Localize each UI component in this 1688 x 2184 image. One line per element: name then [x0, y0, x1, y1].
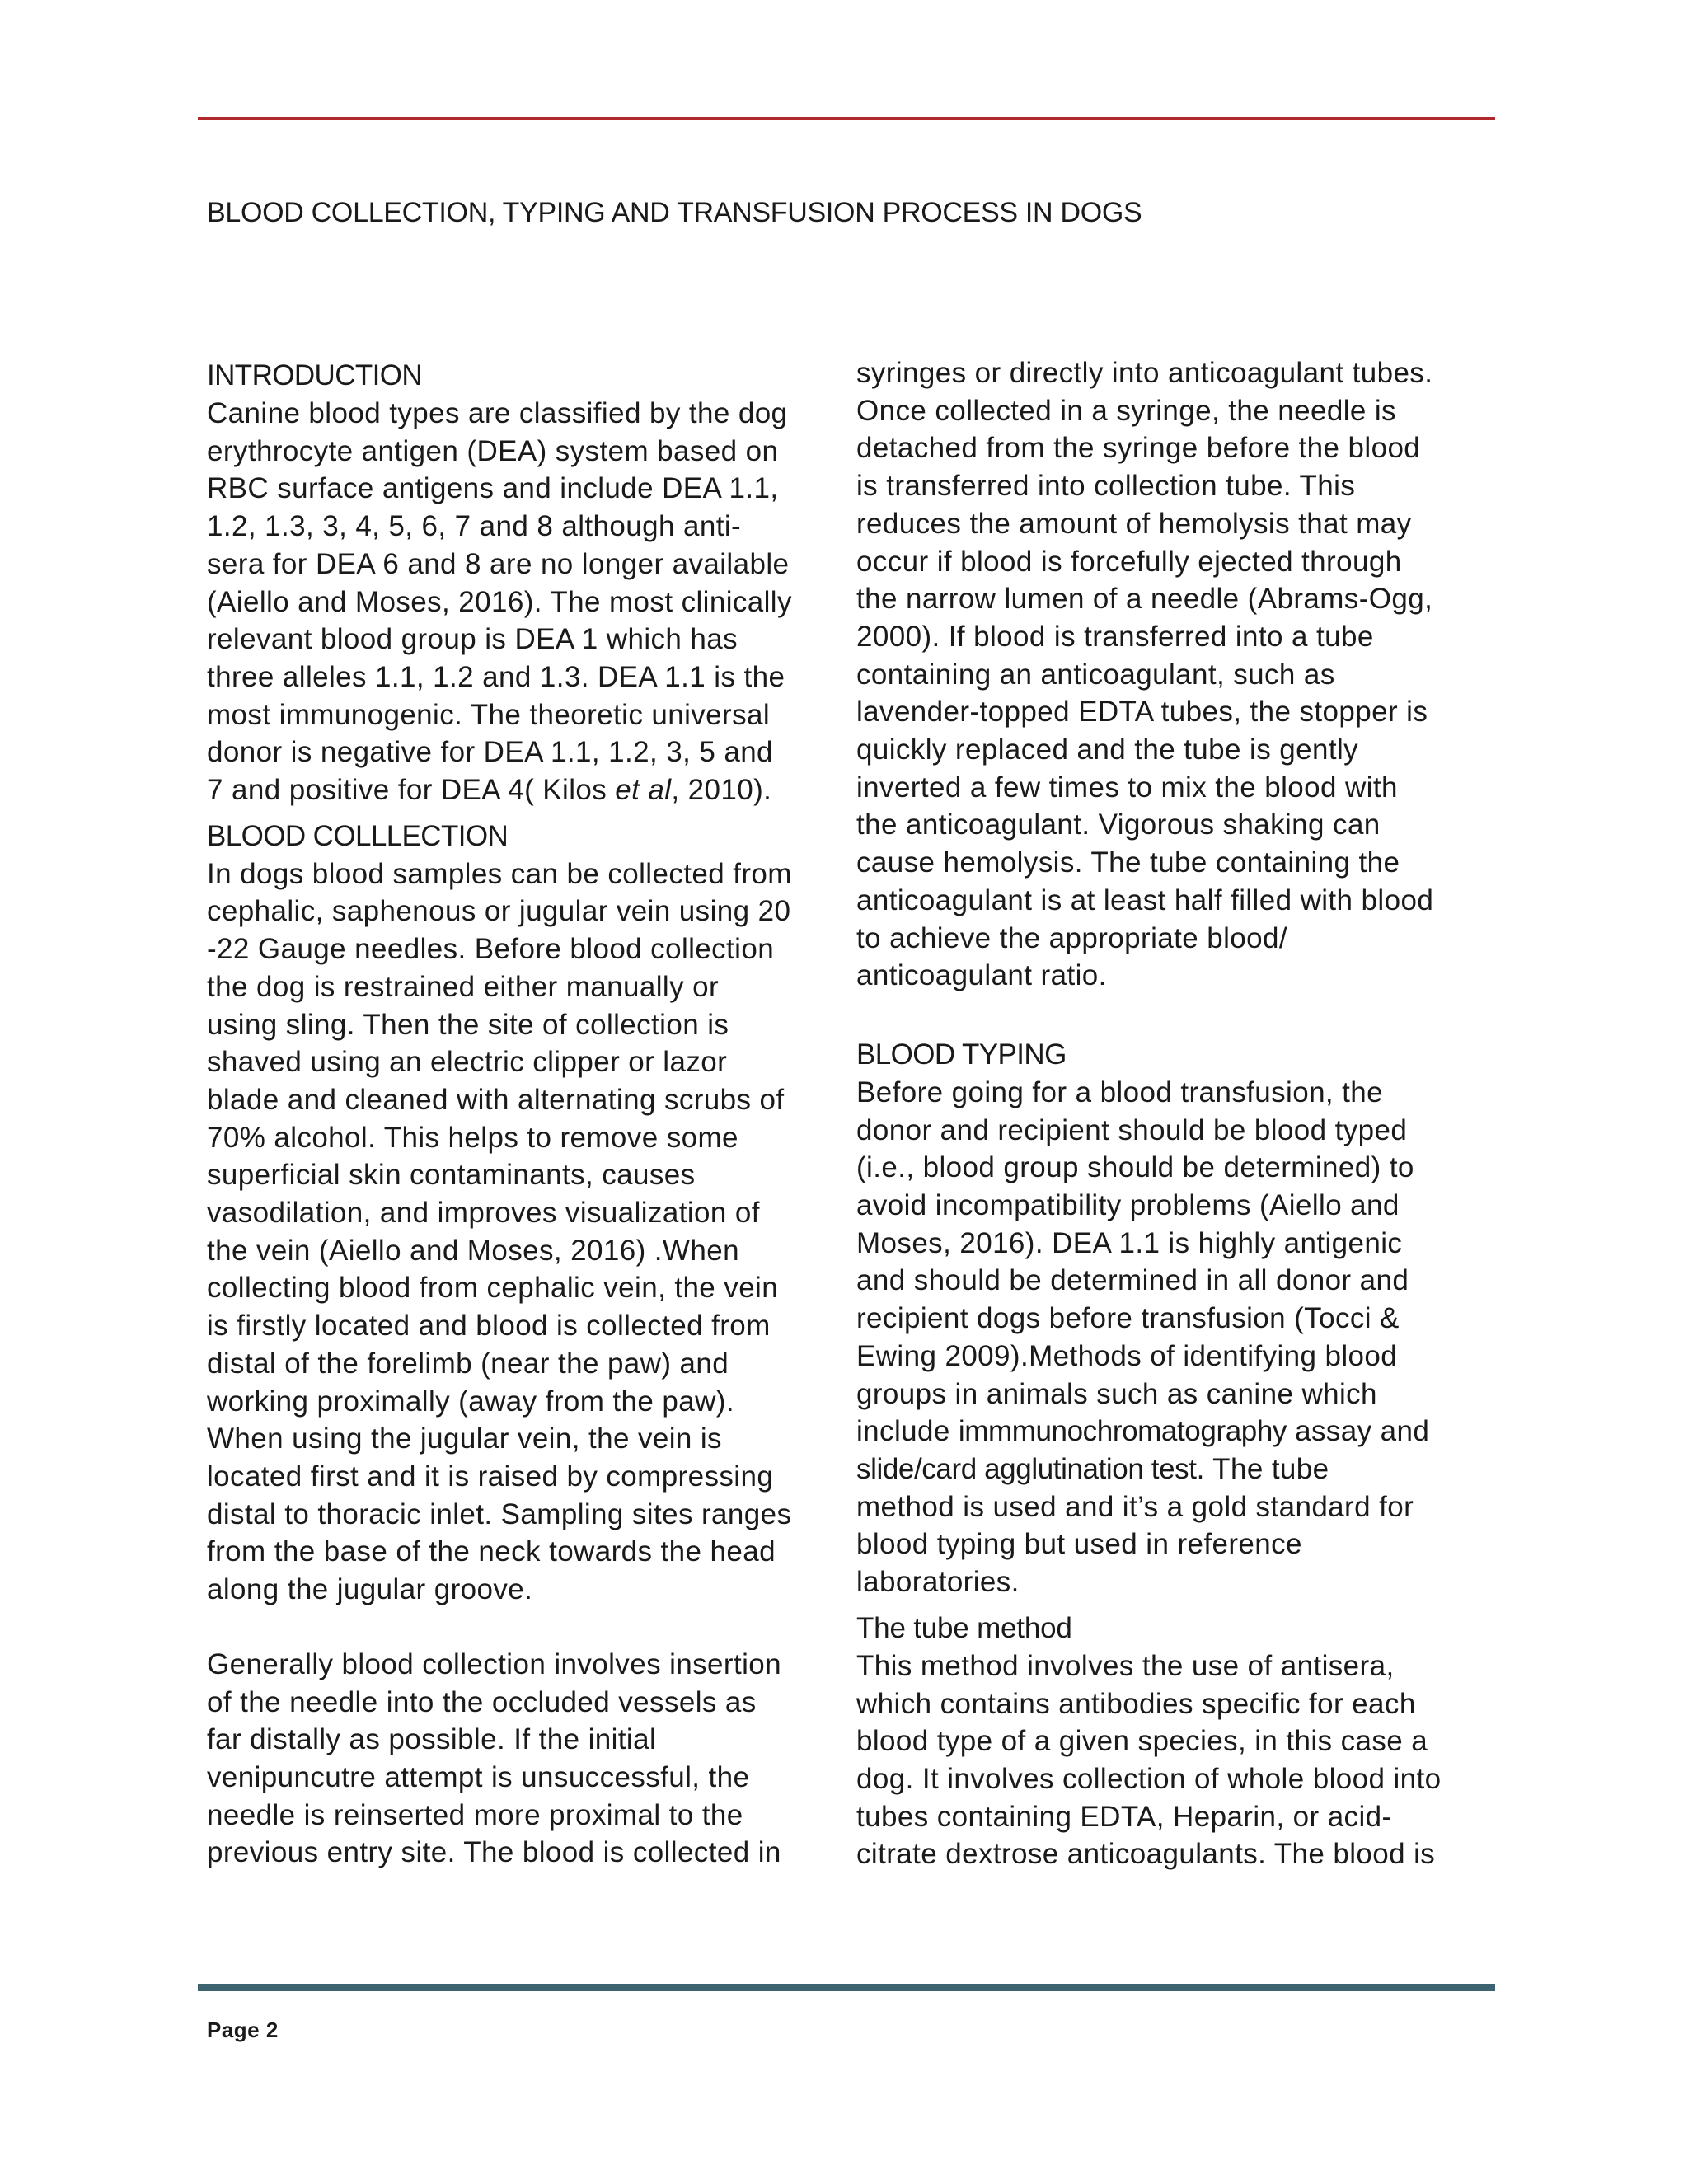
footer-rule: [198, 1984, 1495, 1991]
blood-typing-heading: BLOOD TYPING: [856, 1038, 1067, 1071]
document-title: BLOOD COLLECTION, TYPING AND TRANSFUSION PROCESS IN DOGS: [207, 197, 1142, 228]
tube-method-heading: The tube method: [856, 1611, 1072, 1644]
blood-typing-text-a: Before going for a blood transfusion, the donor and recipient should be blood typed (i.e., blood group should be determined) to avoid incompatibility problems (Aiello and Moses, 2016). DEA 1.1 is highly antigenic and should be determined in all donor and recipient dogs before transfusion (Tocci & Ewing 2009).Methods of identifying blood groups in animals such as canine which include: [856, 1076, 1414, 1448]
blood-typing-text-c: . The tube method is used and it’s a gold standard for blood typing but used in reference laboratories.: [856, 1452, 1414, 1599]
introduction-paragraph: [207, 395, 836, 809]
agglutination-test-term: slide/card agglutination test: [856, 1452, 1197, 1485]
blood-collection-paragraph: In dogs blood samples can be collected from cephalic, saphenous or jugular vein using 20 -22 Gauge needles. Before blood collection the dog is restrained either manually or using sling. Then the site of collection is shaved using an electric clipper or lazor blade and cleaned with alternating scrubs of 70% alcohol. This helps to remove some superficial skin contaminants, causes vasodilation, and improves visualization of the vein (Aiello and Moses, 2016) .When collecting blood from cephalic vein, the vein is firstly located and blood is collected from distal of the forelimb (near the paw) and working proximally (away from the paw). When using the jugular vein, the vein is located first and it is raised by compressing distal to thoracic inlet. Sampling sites ranges from the base of the neck towards the head along the jugular groove.: [207, 857, 792, 1606]
tube-method-paragraph: This method involves the use of antisera, which contains antibodies specific for each blood type of a given species, in this case a dog. It involves collection of whole blood into tubes containing EDTA, Heparin, or acid- citrate dextrose anticoagulants. The blood is: [856, 1649, 1442, 1871]
immunochromatography-term: immmunochromatography: [958, 1415, 1287, 1448]
page-number: Page 2: [207, 2018, 279, 2042]
introduction-text-a: Canine blood types are classified by the dog erythrocyte antigen (DEA) system based on RBC surface antigens and include DEA 1.1, 1.2, 1.3, 3, 4, 5, 6, 7 and 8 although anti- sera for DEA 6 and 8 are no longer available (Aiello and Moses, 2016). The most clinically relevant blood group is DEA 1 which has three alleles 1.1, 1.2 and 1.3. DEA 1.1 is the most immunogenic. The theoretic universal donor is negative for DEA 1.1, 1.2, 3, 5 and 7 and positive for DEA 4( Kilos: [207, 397, 792, 807]
right-column: [856, 354, 1493, 1873]
introduction-italic-citation: et al: [615, 774, 672, 807]
general-collection-paragraph: Generally blood collection involves insertion of the needle into the occluded vessels as far distally as possible. If the initial venipuncutre attempt is unsuccessful, the needle is reinserted more proximal to the previous entry site. The blood is collected in: [207, 1647, 781, 1869]
introduction-heading: INTRODUCTION: [207, 359, 423, 391]
collection-continued-paragraph: syringes or directly into anticoagulant tubes. Once collected in a syringe, the needle is detached from the syringe before the blood is transferred into collection tube. This reduces the amount of hemolysis that may occur if blood is forcefully ejected through the narrow lumen of a needle (Abrams-Ogg, 2000). If blood is transferred into a tube containing an anticoagulant, such as lavender-topped EDTA tubes, the stopper is quickly replaced and the tube is gently inverted a few times to mix the blood with the anticoagulant. Vigorous shaking can cause hemolysis. The tube containing the anticoagulant is at least half filled with blood to achieve the appropriate blood/ anticoagulant ratio.: [856, 357, 1434, 992]
blood-typing-text-b: assay and: [1295, 1415, 1430, 1448]
blood-collection-heading: BLOOD COLLLECTION: [207, 819, 509, 852]
header-rule: [198, 117, 1495, 120]
left-column: [207, 357, 836, 1872]
introduction-text-b: , 2010).: [671, 774, 772, 807]
blood-typing-paragraph: [856, 1074, 1493, 1601]
